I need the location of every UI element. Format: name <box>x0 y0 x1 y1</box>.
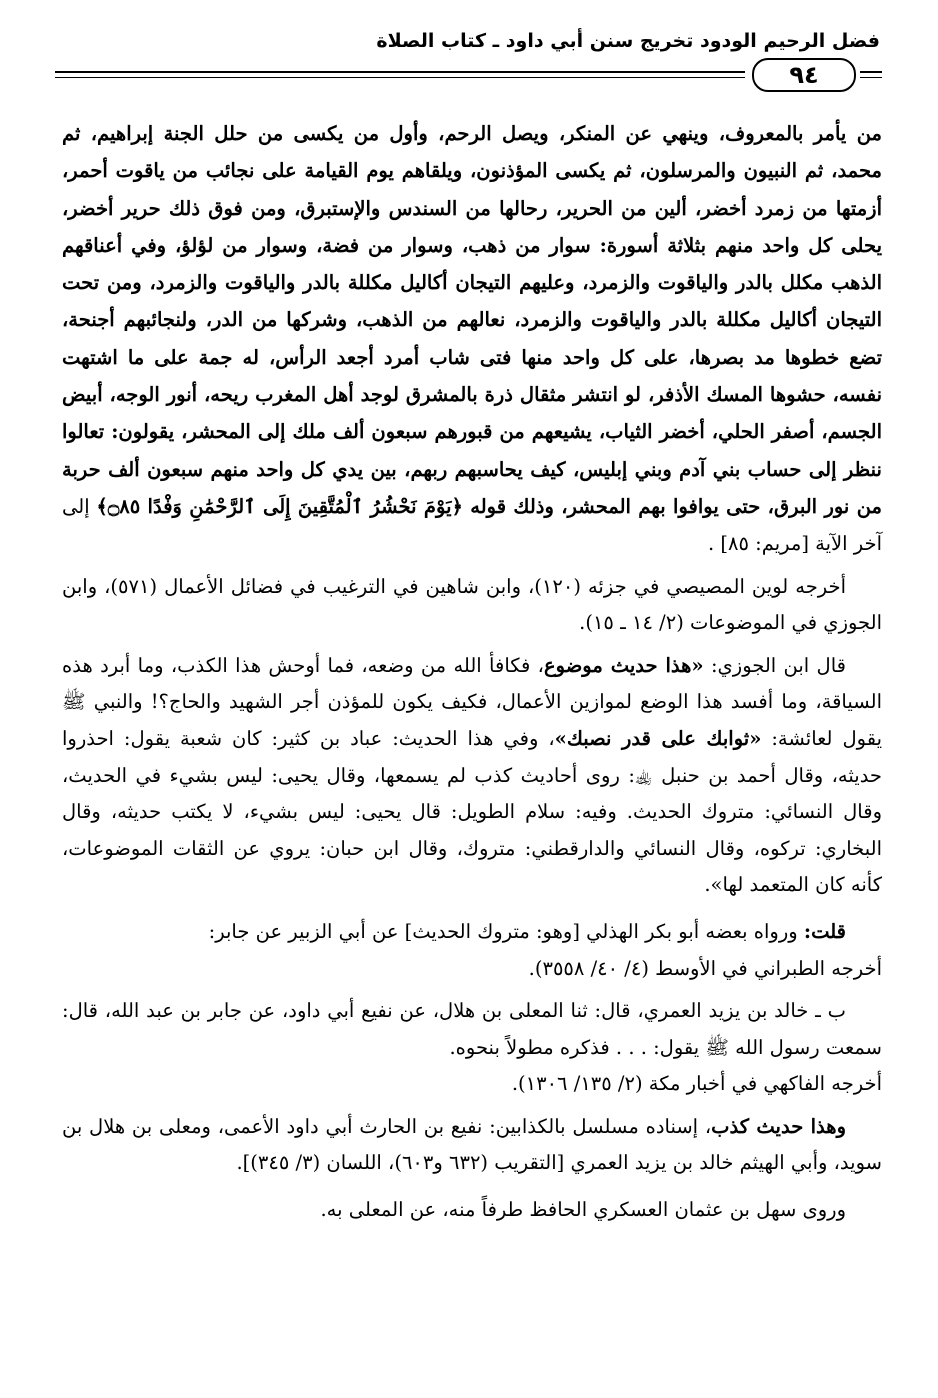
quran-verse: ﴿يَوْمَ نَحْشُرُ ٱلْمُتَّقِينَ إِلَى ٱلرَّحْمَٰنِ وَفْدًا ۝٨٥﴾ <box>96 494 463 518</box>
running-header-title: فضل الرحيم الودود تخريج سنن أبي داود ـ كتاب الصلاة <box>376 30 880 52</box>
closing-paragraph: وروى سهل بن عثمان العسكري الحافظ طرفاً منه، عن المعلى به. <box>320 1198 846 1222</box>
page-body <box>62 115 882 1229</box>
bold-quote: «ثوابك على قدر نصبك» <box>554 726 762 750</box>
ibn-aljawzi-paragraph <box>62 648 882 904</box>
header-rule <box>860 77 882 78</box>
takhrij-line: أخرجه الفاكهي في أخبار مكة (٢/ ١٣٥/ ١٣٠٦). <box>511 1072 882 1096</box>
bold-lead: قلت: <box>803 919 846 943</box>
page-number: ٩٤ <box>752 58 856 92</box>
verse-reference: إلى آخر الآية [مريم: ٨٥] . <box>62 494 882 556</box>
paragraph-text: ، وفي هذا الحديث: عباد بن كثير: كان شعبة يقول: احذروا حديثه، وقال أحمد بن حنبل ﵀: روى أحاديث كذب لم يسمعها، وقال يحيى: ليس بشيء في الحديث، وقال النسائي: متروك الحديث. وفيه: سلام الطويل: قال يحيى: ليس بشيء، لا يكتب حديثه، وقال البخاري: تركوه، وقال النسائي والدارقطني: متروك، وقال ابن حبان: يروي عن الثقات الموضوعات، كأنه كان المتعمد لها». <box>62 726 882 897</box>
paragraph-text: ، فكافأ الله من وضعه، فما أوحش هذا الكذب، وما أبرد هذه السياقة، وما أفسد هذا الوضع لموازين الأعمال، فكيف يكون للمؤذن أجر الشهيد والحاج؟! والنبي ﷺ يقول لعائشة: <box>62 653 882 750</box>
header-rule <box>55 71 745 73</box>
hadith-paragraph <box>62 115 882 563</box>
paragraph-text: ، إسناده مسلسل بالكذابين: نفيع بن الحارث أبي داود الأعمى، ومعلى بن هلال بن سويد، وأبي الهيثم خالد بن يزيد العمري [التقريب (٦٣٢ و٦٠٣)، اللسان (٣/ ٣٤٥)]. <box>62 1114 882 1175</box>
header-rule <box>55 77 745 78</box>
header-rule <box>860 71 882 73</box>
ruling-paragraph <box>62 1109 882 1182</box>
paragraph-text: ورواه بعضه أبو بكر الهذلي [وهو: متروك الحديث] عن أبي الزبير عن جابر: <box>208 919 804 943</box>
bold-lead: وهذا حديث كذب <box>711 1114 846 1138</box>
paragraph-text: قال ابن الجوزي: <box>703 653 846 677</box>
bold-quote: «هذا حديث موضوع <box>543 653 704 677</box>
takhrij-paragraph: أخرجه لوين المصيصي في جزئه (١٢٠)، وابن شاهين في الترغيب في فضائل الأعمال (٥٧١)، وابن الجوزي في الموضوعات (٢/ ١٤ ـ ١٥). <box>62 574 882 635</box>
qultu-paragraph <box>62 914 882 951</box>
hadith-text: من يأمر بالمعروف، وينهي عن المنكر، ويصل الرحم، وأول من يكسى من حلل الجنة إبراهيم، ثم محمد، ثم النبيون والمرسلون، ثم يكسى المؤذنون، ويلقاهم يوم القيامة على نجائب من ياقوت أحمر، أزمتها من زمرد أخضر، ألين من الحرير، رحالها من السندس والإستبرق، ومن فوق ذلك حرير أخضر، يحلى كل واحد منهم بثلاثة أسورة: سوار من ذهب، وسوار من فضة، وسوار من لؤلؤ، وفي أعناقهم الذهب مكلل بالدر والياقوت والزمرد، وعليهم التيجان أكاليل مكللة بالدر والياقوت والزمرد، ومن تحت التيجان أكاليل مكللة بالدر والياقوت والزمرد، نعالهم من الذهب، وشركها من الدر، ولنجائبهم أجنحة، تضع خطوها مد بصرها، على كل واحد منها فتى شاب أمرد أجعد الرأس، له جمة على ما اشتهت نفسه، حشوها المسك الأذفر، لو انتشر مثقال ذرة بالمشرق لوجد أهل المغرب ريحه، أنور الوجه، أبيض الجسم، أصفر الحلي، أخضر الثياب، يشيعهم من قبورهم سبعون ألف ملك إلى المحشر، يقولون: تعالوا ننظر إلى حساب بني آدم وبني إبليس، كيف يحاسبهم ربهم، بين يدي كل واحد منهم سبعون ألف حربة من نور البرق، حتى يوافوا بهم المحشر، وذلك قوله <box>62 122 883 518</box>
takhrij-line: أخرجه الطبراني في الأوسط (٤/ ٤٠/ ٣٥٥٨). <box>528 956 882 980</box>
second-chain-paragraph: ب ـ خالد بن يزيد العمري، قال: ثنا المعلى بن هلال، عن نفيع أبي داود، عن جابر بن عبد الله، قال: سمعت رسول الله ﷺ يقول: . . . فذكره مطولاً بنحوه. <box>62 999 882 1059</box>
